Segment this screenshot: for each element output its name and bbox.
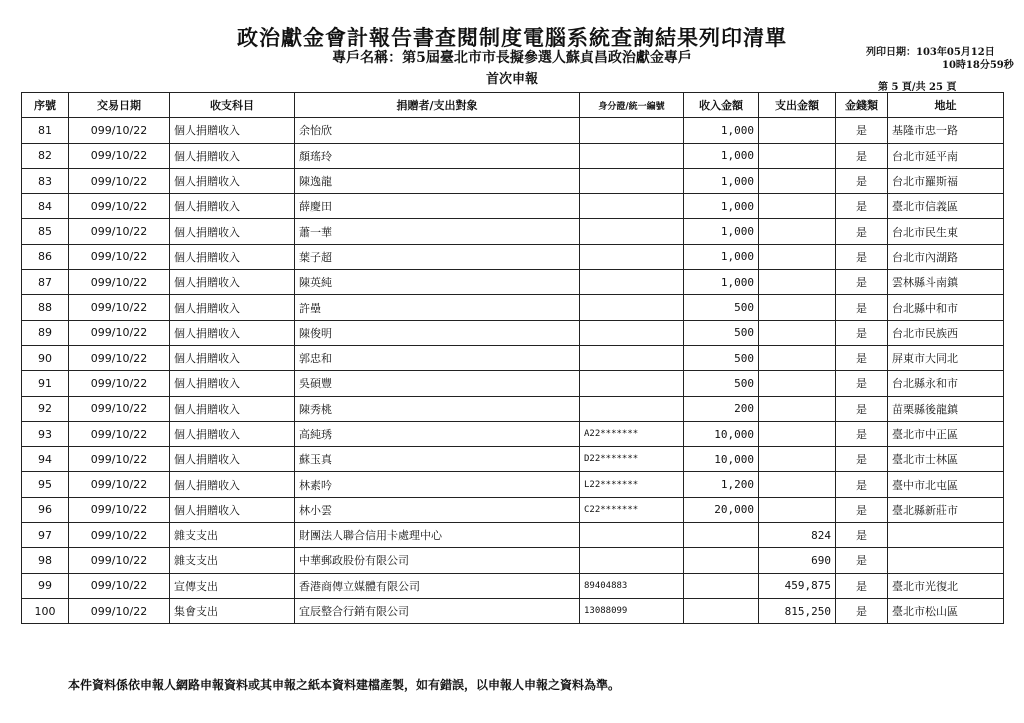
- cell-money: 是: [836, 270, 888, 295]
- cell-money: 是: [836, 447, 888, 472]
- cell-date: 099/10/22: [69, 598, 170, 623]
- cell-address: 臺中市北屯區: [888, 472, 1004, 497]
- cell-expense: [759, 194, 836, 219]
- cell-seq: 99: [22, 573, 69, 598]
- cell-name: 林小雲: [295, 497, 580, 522]
- cell-income: 200: [684, 396, 759, 421]
- cell-date: 099/10/22: [69, 244, 170, 269]
- cell-seq: 91: [22, 371, 69, 396]
- cell-id: [580, 345, 684, 370]
- cell-expense: [759, 421, 836, 446]
- cell-seq: 82: [22, 143, 69, 168]
- table-header-row: [22, 93, 1004, 118]
- cell-address: 台北縣中和市: [888, 295, 1004, 320]
- col-income: 收入金額: [684, 93, 759, 118]
- cell-income: 10,000: [684, 421, 759, 446]
- print-info: [866, 46, 1014, 72]
- cell-address: [888, 523, 1004, 548]
- table-row: [22, 219, 1004, 244]
- cell-name: 郭忠和: [295, 345, 580, 370]
- cell-expense: [759, 168, 836, 193]
- cell-item: 個人捐贈收入: [170, 118, 295, 143]
- cell-address: 臺北市士林區: [888, 447, 1004, 472]
- col-name: 捐贈者/支出對象: [295, 93, 580, 118]
- col-address: 地址: [888, 93, 1004, 118]
- cell-address: 雲林縣斗南鎮: [888, 270, 1004, 295]
- cell-money: 是: [836, 143, 888, 168]
- cell-income: 500: [684, 371, 759, 396]
- cell-name: 葉子超: [295, 244, 580, 269]
- cell-money: 是: [836, 598, 888, 623]
- cell-address: 臺北縣新莊市: [888, 497, 1004, 522]
- cell-expense: [759, 345, 836, 370]
- cell-item: 個人捐贈收入: [170, 219, 295, 244]
- cell-id: A22*******: [580, 421, 684, 446]
- table-row: [22, 371, 1004, 396]
- cell-item: 個人捐贈收入: [170, 472, 295, 497]
- cell-item: 集會支出: [170, 598, 295, 623]
- records-table: [21, 92, 1004, 624]
- cell-address: 臺北市中正區: [888, 421, 1004, 446]
- cell-seq: 84: [22, 194, 69, 219]
- footer-note: 本件資料係依申報人網路申報資料或其申報之紙本資料建檔產製，如有錯誤，以申報人申報之資料為準。: [68, 678, 621, 692]
- cell-income: 1,200: [684, 472, 759, 497]
- cell-date: 099/10/22: [69, 472, 170, 497]
- cell-id: [580, 194, 684, 219]
- print-time: 10時18分59秒: [942, 60, 1014, 71]
- cell-seq: 83: [22, 168, 69, 193]
- cell-seq: 85: [22, 219, 69, 244]
- cell-seq: 95: [22, 472, 69, 497]
- cell-seq: 89: [22, 320, 69, 345]
- cell-name: 陳逸龍: [295, 168, 580, 193]
- cell-name: 高純琇: [295, 421, 580, 446]
- cell-income: 20,000: [684, 497, 759, 522]
- cell-date: 099/10/22: [69, 194, 170, 219]
- cell-address: 台北市內湖路: [888, 244, 1004, 269]
- cell-address: 台北縣永和市: [888, 371, 1004, 396]
- cell-income: 1,000: [684, 118, 759, 143]
- cell-date: 099/10/22: [69, 320, 170, 345]
- cell-expense: [759, 320, 836, 345]
- cell-seq: 81: [22, 118, 69, 143]
- cell-money: 是: [836, 548, 888, 573]
- cell-id: C22*******: [580, 497, 684, 522]
- cell-income: [684, 598, 759, 623]
- cell-name: 宜辰整合行銷有限公司: [295, 598, 580, 623]
- cell-name: 蕭一華: [295, 219, 580, 244]
- account-name: 專戶名稱：第5屆臺北市市長擬參選人蘇貞昌政治獻金專戶: [332, 50, 692, 66]
- cell-expense: 815,250: [759, 598, 836, 623]
- cell-date: 099/10/22: [69, 447, 170, 472]
- cell-id: [580, 523, 684, 548]
- cell-expense: [759, 295, 836, 320]
- cell-income: 1,000: [684, 143, 759, 168]
- cell-date: 099/10/22: [69, 118, 170, 143]
- cell-item: 宣傳支出: [170, 573, 295, 598]
- cell-income: 500: [684, 295, 759, 320]
- cell-income: 1,000: [684, 270, 759, 295]
- cell-id: L22*******: [580, 472, 684, 497]
- cell-item: 個人捐贈收入: [170, 396, 295, 421]
- cell-income: [684, 523, 759, 548]
- cell-expense: [759, 472, 836, 497]
- cell-item: 個人捐贈收入: [170, 244, 295, 269]
- cell-income: 10,000: [684, 447, 759, 472]
- print-date: 列印日期：103年05月12日: [866, 47, 995, 58]
- cell-date: 099/10/22: [69, 270, 170, 295]
- col-expense: 支出金額: [759, 93, 836, 118]
- cell-id: [580, 118, 684, 143]
- cell-id: [580, 548, 684, 573]
- cell-income: 1,000: [684, 194, 759, 219]
- cell-expense: [759, 270, 836, 295]
- cell-money: 是: [836, 194, 888, 219]
- table-row: [22, 421, 1004, 446]
- cell-item: 個人捐贈收入: [170, 320, 295, 345]
- cell-money: 是: [836, 118, 888, 143]
- cell-money: 是: [836, 345, 888, 370]
- cell-money: 是: [836, 472, 888, 497]
- table-row: [22, 320, 1004, 345]
- cell-income: 1,000: [684, 244, 759, 269]
- cell-expense: 824: [759, 523, 836, 548]
- cell-money: 是: [836, 244, 888, 269]
- cell-item: 個人捐贈收入: [170, 421, 295, 446]
- cell-date: 099/10/22: [69, 523, 170, 548]
- cell-item: 個人捐贈收入: [170, 194, 295, 219]
- cell-seq: 97: [22, 523, 69, 548]
- cell-money: 是: [836, 168, 888, 193]
- cell-address: 苗栗縣後龍鎮: [888, 396, 1004, 421]
- cell-id: [580, 320, 684, 345]
- col-id: 身分證/統一編號: [580, 93, 684, 118]
- cell-id: [580, 219, 684, 244]
- cell-seq: 90: [22, 345, 69, 370]
- cell-seq: 94: [22, 447, 69, 472]
- cell-name: 香港商傳立媒體有限公司: [295, 573, 580, 598]
- cell-seq: 100: [22, 598, 69, 623]
- cell-item: 個人捐贈收入: [170, 345, 295, 370]
- document-title: 政治獻金會計報告書查閱制度電腦系統查詢結果列印清單: [237, 25, 787, 50]
- table-row: [22, 472, 1004, 497]
- page-indicator: 第 5 頁/共 25 頁: [878, 82, 957, 93]
- table-row: [22, 396, 1004, 421]
- cell-seq: 92: [22, 396, 69, 421]
- table-row: [22, 573, 1004, 598]
- table-row: [22, 270, 1004, 295]
- cell-seq: 96: [22, 497, 69, 522]
- cell-address: 臺北市信義區: [888, 194, 1004, 219]
- cell-name: 薛慶田: [295, 194, 580, 219]
- cell-id: D22*******: [580, 447, 684, 472]
- cell-address: 台北市民族西: [888, 320, 1004, 345]
- col-item: 收支科目: [170, 93, 295, 118]
- table-row: [22, 143, 1004, 168]
- cell-seq: 87: [22, 270, 69, 295]
- cell-date: 099/10/22: [69, 345, 170, 370]
- cell-money: 是: [836, 295, 888, 320]
- table-row: [22, 447, 1004, 472]
- cell-item: 個人捐贈收入: [170, 371, 295, 396]
- cell-id: [580, 244, 684, 269]
- cell-item: 雜支支出: [170, 548, 295, 573]
- cell-name: 陳俊明: [295, 320, 580, 345]
- cell-money: 是: [836, 573, 888, 598]
- cell-id: 89404883: [580, 573, 684, 598]
- cell-name: 陳英純: [295, 270, 580, 295]
- cell-address: 台北市羅斯福: [888, 168, 1004, 193]
- cell-money: 是: [836, 320, 888, 345]
- cell-expense: 459,875: [759, 573, 836, 598]
- cell-id: [580, 396, 684, 421]
- cell-name: 陳秀桃: [295, 396, 580, 421]
- cell-address: 臺北市松山區: [888, 598, 1004, 623]
- cell-date: 099/10/22: [69, 295, 170, 320]
- cell-expense: [759, 118, 836, 143]
- cell-money: 是: [836, 421, 888, 446]
- cell-date: 099/10/22: [69, 168, 170, 193]
- cell-name: 財團法人聯合信用卡處理中心: [295, 523, 580, 548]
- cell-income: 500: [684, 345, 759, 370]
- cell-seq: 98: [22, 548, 69, 573]
- cell-address: 台北市民生東: [888, 219, 1004, 244]
- cell-id: [580, 168, 684, 193]
- cell-expense: [759, 143, 836, 168]
- cell-item: 個人捐贈收入: [170, 168, 295, 193]
- cell-date: 099/10/22: [69, 497, 170, 522]
- table-row: [22, 295, 1004, 320]
- cell-date: 099/10/22: [69, 143, 170, 168]
- cell-money: 是: [836, 396, 888, 421]
- cell-date: 099/10/22: [69, 371, 170, 396]
- cell-address: 台北市延平南: [888, 143, 1004, 168]
- table-row: [22, 244, 1004, 269]
- table-row: [22, 548, 1004, 573]
- cell-money: 是: [836, 523, 888, 548]
- cell-name: 余怡欣: [295, 118, 580, 143]
- cell-expense: [759, 219, 836, 244]
- cell-expense: [759, 497, 836, 522]
- col-seq: 序號: [22, 93, 69, 118]
- cell-item: 個人捐贈收入: [170, 497, 295, 522]
- cell-seq: 86: [22, 244, 69, 269]
- cell-money: 是: [836, 219, 888, 244]
- cell-item: 個人捐贈收入: [170, 143, 295, 168]
- cell-income: 500: [684, 320, 759, 345]
- cell-item: 雜支支出: [170, 523, 295, 548]
- cell-expense: [759, 371, 836, 396]
- table-row: [22, 118, 1004, 143]
- cell-date: 099/10/22: [69, 396, 170, 421]
- cell-item: 個人捐贈收入: [170, 270, 295, 295]
- cell-name: 蘇玉真: [295, 447, 580, 472]
- table-row: [22, 194, 1004, 219]
- cell-id: [580, 143, 684, 168]
- cell-expense: 690: [759, 548, 836, 573]
- cell-expense: [759, 396, 836, 421]
- cell-money: 是: [836, 371, 888, 396]
- cell-date: 099/10/22: [69, 548, 170, 573]
- cell-income: 1,000: [684, 219, 759, 244]
- table-row: [22, 345, 1004, 370]
- cell-name: 中華郵政股份有限公司: [295, 548, 580, 573]
- cell-address: 基隆市忠一路: [888, 118, 1004, 143]
- cell-item: 個人捐贈收入: [170, 295, 295, 320]
- cell-income: [684, 573, 759, 598]
- cell-seq: 93: [22, 421, 69, 446]
- cell-expense: [759, 447, 836, 472]
- cell-id: 13088099: [580, 598, 684, 623]
- cell-name: 許壘: [295, 295, 580, 320]
- col-date: 交易日期: [69, 93, 170, 118]
- table-row: [22, 168, 1004, 193]
- cell-id: [580, 270, 684, 295]
- table-row: [22, 523, 1004, 548]
- cell-name: 林素吟: [295, 472, 580, 497]
- table-row: [22, 497, 1004, 522]
- cell-address: 臺北市光復北: [888, 573, 1004, 598]
- cell-date: 099/10/22: [69, 421, 170, 446]
- cell-name: 顏瑤玲: [295, 143, 580, 168]
- col-money: 金錢類: [836, 93, 888, 118]
- cell-income: 1,000: [684, 168, 759, 193]
- report-type: 首次申報: [485, 72, 538, 87]
- cell-seq: 88: [22, 295, 69, 320]
- cell-address: 屏東市大同北: [888, 345, 1004, 370]
- cell-item: 個人捐贈收入: [170, 447, 295, 472]
- cell-id: [580, 371, 684, 396]
- cell-expense: [759, 244, 836, 269]
- cell-money: 是: [836, 497, 888, 522]
- cell-income: [684, 548, 759, 573]
- cell-id: [580, 295, 684, 320]
- cell-name: 吳碩豐: [295, 371, 580, 396]
- table-row: [22, 598, 1004, 623]
- cell-date: 099/10/22: [69, 573, 170, 598]
- cell-address: [888, 548, 1004, 573]
- cell-date: 099/10/22: [69, 219, 170, 244]
